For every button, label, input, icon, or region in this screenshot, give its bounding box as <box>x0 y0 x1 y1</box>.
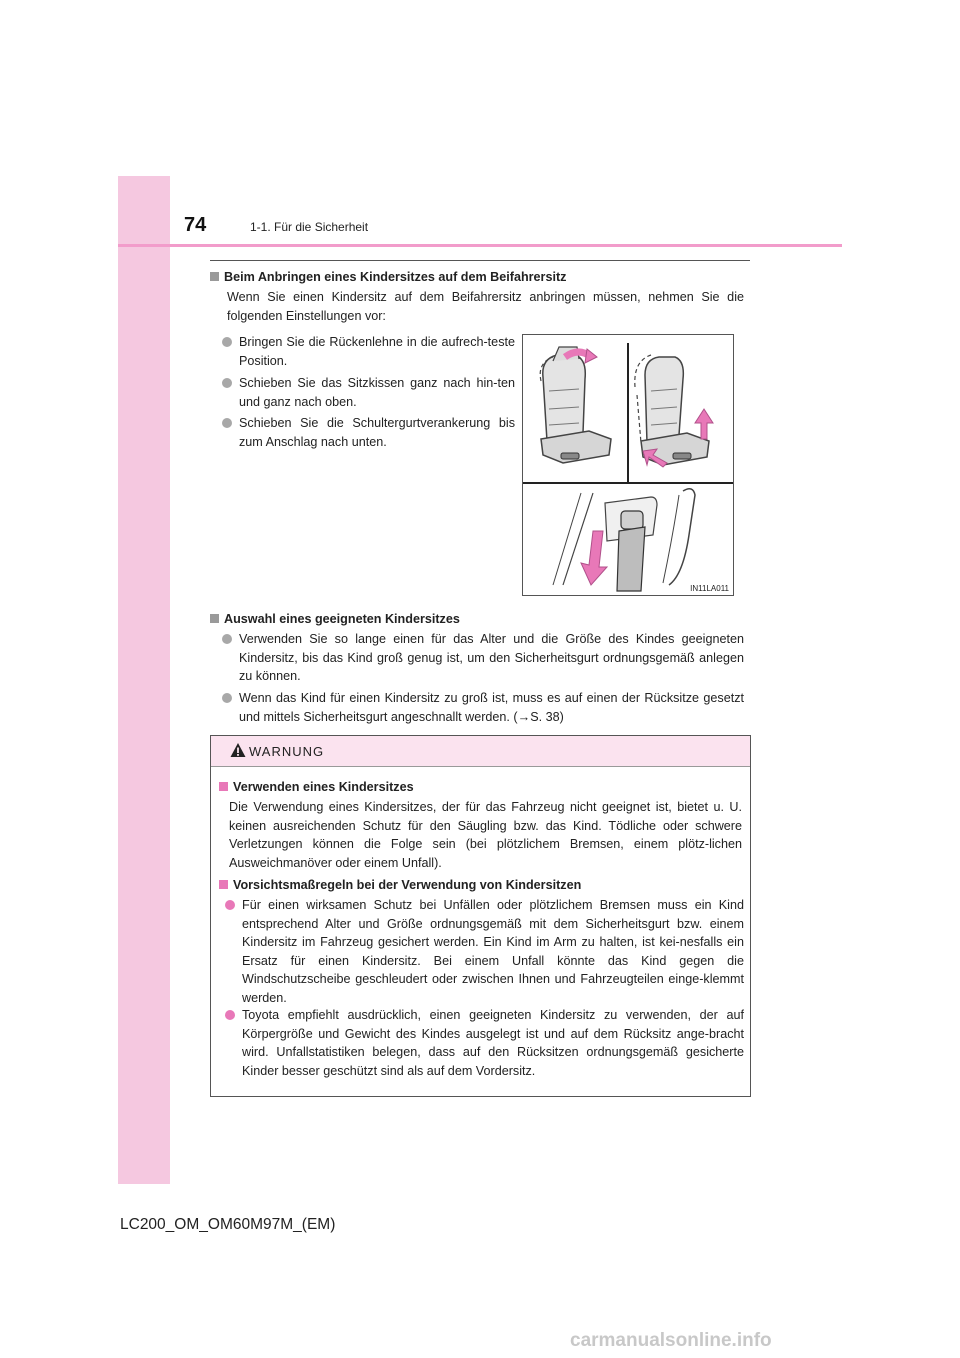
bullet-dot-icon <box>222 693 232 703</box>
header-rule <box>118 244 842 247</box>
section1-bullet-2: Schieben Sie das Sitzkissen ganz nach hin-ten und ganz nach oben. <box>239 374 515 411</box>
section1-bullet-3: Schieben Sie die Schultergurtverankerung bis zum Anschlag nach unten. <box>239 414 515 451</box>
warning-heading-2: Vorsichtsmaßregeln bei der Verwendung von Kindersitzen <box>219 878 581 892</box>
shoulder-belt-anchor-icon <box>553 489 695 591</box>
bullet-dot-icon <box>222 378 232 388</box>
square-bullet-icon <box>219 782 228 791</box>
seat-adjustment-illustration <box>522 334 734 596</box>
watermark: carmanualsonline.info <box>570 1330 772 1351</box>
page-number: 74 <box>184 214 207 236</box>
section2-heading: Auswahl eines geeigneten Kindersitzes <box>210 612 460 626</box>
figure-code: IN11LA011 <box>690 584 729 593</box>
section-title: 1-1. Für die Sicherheit <box>250 220 369 234</box>
section2-bullet-1: Verwenden Sie so lange einen für das Alter und die Größe des Kindes geeigneten Kindersitz, bis das Kind groß genug ist, um den Sicherheitsgurt ordnungsgemäß anlegen zu können. <box>239 630 744 686</box>
content-rule <box>210 260 750 261</box>
warning-triangle-icon <box>230 742 246 758</box>
bullet-dot-icon <box>222 337 232 347</box>
bullet-dot-icon <box>225 900 235 910</box>
seat-left-icon <box>540 347 611 463</box>
section1-heading: Beim Anbringen eines Kindersitzes auf dem Beifahrersitz <box>210 270 566 284</box>
bullet-dot-icon <box>222 634 232 644</box>
square-bullet-icon <box>219 880 228 889</box>
warning-heading-1: Verwenden eines Kindersitzes <box>219 780 414 794</box>
section1-intro: Wenn Sie einen Kindersitz auf dem Beifahrersitz anbringen müssen, nehmen Sie die folgenden Einstellungen vor: <box>227 290 744 323</box>
section2-bullet-2: Wenn das Kind für einen Kindersitz zu groß ist, muss es auf einen der Rücksitze gesetzt und mittels Sicherheitsgurt angeschnallt werden. (→S. 38) <box>239 689 744 726</box>
bullet-dot-icon <box>222 418 232 428</box>
warning-bullet-1: Für einen wirksamen Schutz bei Unfällen oder plötzlichem Bremsen muss ein Kind entsprechend Alter und Größe ordnungsgemäß mit dem Sicherheitsgurt bzw. einem Kindersitz im Fahrzeug gesichert werden. Ein Kind im Arm zu halten, ist kei-nesfalls ein Ersatz für einen Kindersitz. Bei einem Unfall könnte das Kind gegen die Windschutzscheibe geschleudert oder zwischen Ihnen und Fahrzeugteilen einge-klemmt werden. <box>242 896 744 1007</box>
footer-code: LC200_OM_OM60M97M_(EM) <box>120 1216 336 1233</box>
warning-bullet-2: Toyota empfiehlt ausdrücklich, einen geeigneten Kindersitz zu verwenden, der auf Körpergröße und Gewicht des Kindes ausgelegt ist und auf dem Rücksitz ange-bracht wird. Unfallstatistiken belegen, dass auf den Rücksitzen ordnungsgemäß gesicherte Kinder besser geschützt sind als auf dem Vordersitz. <box>242 1006 744 1080</box>
seat-illustration-svg <box>523 335 733 595</box>
bullet-dot-icon <box>225 1010 235 1020</box>
warning-title: WARNUNG <box>249 744 325 759</box>
warning-header <box>211 736 750 767</box>
section1-bullet-1: Bringen Sie die Rückenlehne in die aufrech-teste Position. <box>239 333 515 370</box>
warning-box <box>210 735 751 1097</box>
square-bullet-icon <box>210 272 219 281</box>
square-bullet-icon <box>210 614 219 623</box>
warning-paragraph-1: Die Verwendung eines Kindersitzes, der für das Fahrzeug nicht geeignet ist, bietet u. U. keinen ausreichenden Schutz für den Säugling bzw. das Kind. Tödliche oder schwere Verletzungen können die Folge sein (bei plötzlichem Bremsen, einem plötz-lichen Ausweichmanöver oder einem Unfall). <box>229 800 742 870</box>
seat-right-icon <box>635 355 713 467</box>
page-sidebar-tab <box>118 176 170 1184</box>
